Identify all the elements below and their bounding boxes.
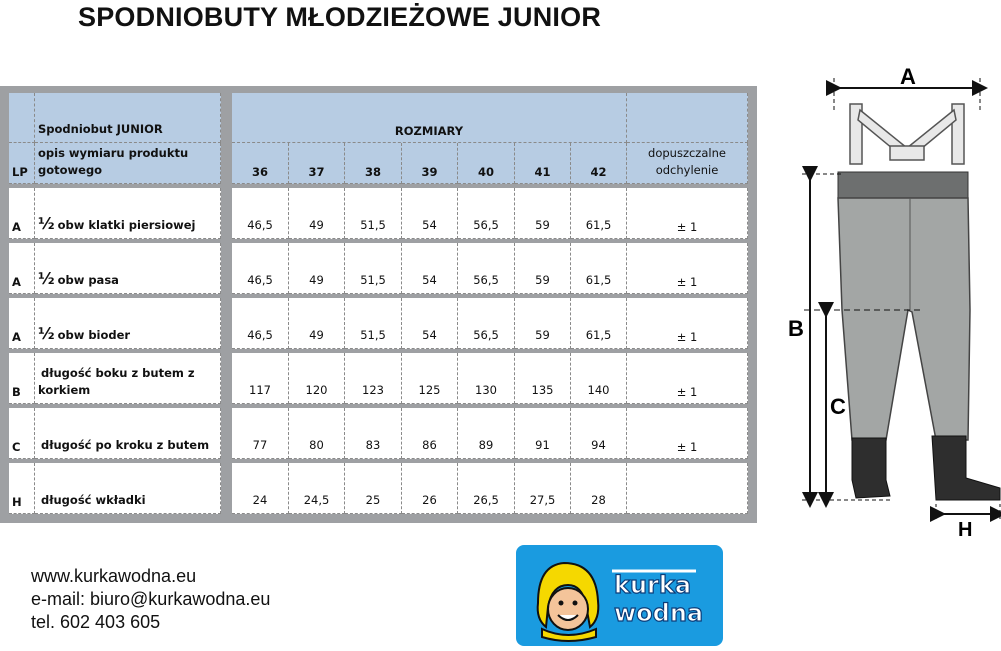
table-cell: 140: [571, 353, 627, 404]
duck-mascot-icon: [538, 563, 599, 641]
table-cell: 80: [289, 408, 345, 459]
table-row: [9, 243, 748, 294]
row-label: obw klatki piersiowej: [57, 218, 196, 232]
table-cell: 46,5: [232, 188, 289, 239]
table-cell: 61,5: [571, 298, 627, 349]
table-cell: 49: [289, 243, 345, 294]
table-cell: 24: [232, 463, 289, 514]
table-cell: 28: [571, 463, 627, 514]
table-cell: 59: [515, 243, 571, 294]
label-h: H: [958, 519, 973, 540]
table-cell: 51,5: [345, 243, 402, 294]
table-cell: 49: [289, 298, 345, 349]
label-c: C: [830, 394, 846, 419]
table-cell: 54: [402, 298, 458, 349]
table-cell: 54: [402, 188, 458, 239]
logo-text-line1: kurka: [614, 571, 692, 599]
deviation-header: dopuszczalne odchylenie: [627, 143, 748, 184]
lp-header: LP: [9, 143, 35, 184]
table-row: [9, 408, 748, 459]
table-cell: 26,5: [458, 463, 515, 514]
row-lp: C: [9, 408, 35, 459]
table-cell: 56,5: [458, 188, 515, 239]
contact-info: [31, 565, 270, 634]
row-description: [35, 298, 221, 349]
logo-text-line2: wodna: [614, 599, 704, 627]
table-cell: 123: [345, 353, 402, 404]
table-cell: 130: [458, 353, 515, 404]
row-description: [35, 243, 221, 294]
table-cell: 77: [232, 408, 289, 459]
table-cell: 59: [515, 188, 571, 239]
deviation-cell: ± 1: [627, 353, 748, 404]
deviation-cell: ± 1: [627, 243, 748, 294]
size-header-cell: 42: [571, 143, 627, 184]
email-text: e-mail: biuro@kurkawodna.eu: [31, 589, 271, 609]
phone-text: tel. 602 403 605: [31, 612, 161, 632]
table-cell: 61,5: [571, 243, 627, 294]
table-row: [9, 463, 748, 514]
row-description: [35, 353, 221, 404]
half-symbol: ½: [38, 214, 55, 233]
wader-body: [838, 198, 970, 440]
size-header-cell: 38: [345, 143, 402, 184]
table-row: [9, 353, 748, 404]
table-cell: 117: [232, 353, 289, 404]
size-header-cell: 40: [458, 143, 515, 184]
wader-diagram: [772, 60, 1001, 545]
row-lp: A: [9, 298, 35, 349]
table-cell: 135: [515, 353, 571, 404]
sizes-label: ROZMIARY: [232, 93, 627, 143]
label-a: A: [900, 64, 916, 89]
size-header-cell: 39: [402, 143, 458, 184]
table-cell: 59: [515, 298, 571, 349]
table-cell: 26: [402, 463, 458, 514]
size-table: [9, 93, 748, 514]
table-cell: 91: [515, 408, 571, 459]
deviation-cell: [627, 463, 748, 514]
table-cell: 61,5: [571, 188, 627, 239]
table-cell: 120: [289, 353, 345, 404]
desc-header: opis wymiaru produktu gotowego: [35, 143, 221, 184]
logo-graphic: [516, 545, 723, 646]
deviation-cell: ± 1: [627, 408, 748, 459]
table-cell: 125: [402, 353, 458, 404]
row-label: długość wkładki: [41, 493, 146, 507]
table-cell: 46,5: [232, 243, 289, 294]
left-boot: [852, 438, 890, 498]
kurka-wodna-logo: [516, 545, 723, 646]
row-label: długość boku z butem z korkiem: [38, 366, 195, 397]
row-lp: B: [9, 353, 35, 404]
size-header-cell: 36: [232, 143, 289, 184]
website-text: www.kurkawodna.eu: [31, 566, 197, 586]
row-description: [35, 188, 221, 239]
label-b: B: [788, 316, 804, 341]
row-label: długość po kroku z butem: [41, 438, 210, 452]
half-symbol: ½: [38, 269, 55, 288]
page-title: SPODNIOBUTY MŁODZIEŻOWE JUNIOR: [78, 2, 602, 32]
row-lp: A: [9, 188, 35, 239]
wader-top-band: [838, 172, 968, 198]
right-boot: [932, 436, 1000, 500]
half-symbol: ½: [38, 324, 55, 343]
table-cell: 94: [571, 408, 627, 459]
table-cell: 51,5: [345, 298, 402, 349]
row-label: obw bioder: [57, 328, 131, 342]
table-cell: 24,5: [289, 463, 345, 514]
row-lp: H: [9, 463, 35, 514]
deviation-cell: ± 1: [627, 298, 748, 349]
table-cell: 56,5: [458, 243, 515, 294]
table-cell: 86: [402, 408, 458, 459]
table-cell: 51,5: [345, 188, 402, 239]
wader-measurement-drawing: [772, 60, 1001, 540]
size-table-panel: [0, 86, 757, 523]
table-cell: 89: [458, 408, 515, 459]
row-label: obw pasa: [57, 273, 119, 287]
table-cell: 27,5: [515, 463, 571, 514]
table-cell: 49: [289, 188, 345, 239]
size-header-cell: 37: [289, 143, 345, 184]
table-cell: 56,5: [458, 298, 515, 349]
row-description: [35, 463, 221, 514]
deviation-cell: ± 1: [627, 188, 748, 239]
table-cell: 83: [345, 408, 402, 459]
table-cell: 25: [345, 463, 402, 514]
row-description: [35, 408, 221, 459]
table-cell: 54: [402, 243, 458, 294]
product-label: Spodniobut JUNIOR: [35, 93, 221, 143]
size-header-cell: 41: [515, 143, 571, 184]
row-lp: A: [9, 243, 35, 294]
suspenders: [850, 104, 964, 164]
table-cell: 46,5: [232, 298, 289, 349]
table-row: [9, 188, 748, 239]
table-row: [9, 298, 748, 349]
